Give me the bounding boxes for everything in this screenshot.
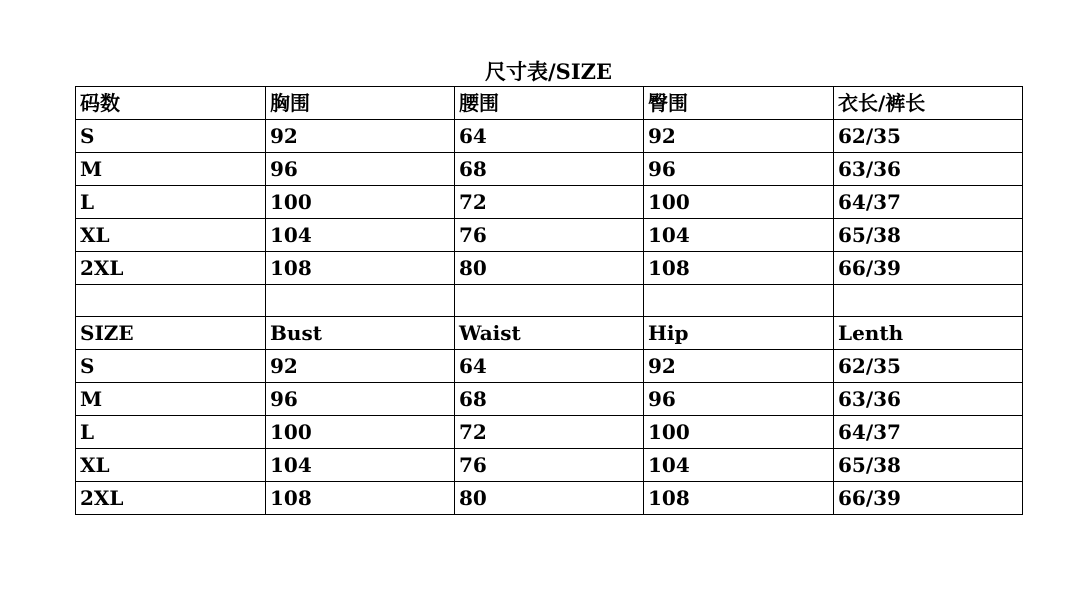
table-row: [76, 219, 1023, 252]
header-cell-waist: Waist: [455, 317, 644, 350]
header-cell-size: SIZE: [76, 317, 266, 350]
table-row: [76, 120, 1023, 153]
table-row: [76, 416, 1023, 449]
table-cell: L: [76, 186, 266, 219]
table-cell: 92: [644, 350, 834, 383]
empty-cell: [834, 285, 1023, 317]
table-cell: 63/36: [834, 383, 1023, 416]
table-cell: 76: [455, 449, 644, 482]
spacer-row: [76, 285, 1023, 317]
empty-cell: [76, 285, 266, 317]
header-cell-length: Lenth: [834, 317, 1023, 350]
table-row: [76, 383, 1023, 416]
header-cell-waist: 腰围: [455, 87, 644, 120]
table-row: [76, 153, 1023, 186]
table-cell: 100: [266, 186, 455, 219]
table-cell: 104: [644, 219, 834, 252]
table-cell: S: [76, 120, 266, 153]
table-cell: 104: [266, 449, 455, 482]
empty-cell: [266, 285, 455, 317]
table-cell: 64: [455, 120, 644, 153]
table-cell: L: [76, 416, 266, 449]
table-cell: 96: [644, 153, 834, 186]
table-cell: 108: [266, 252, 455, 285]
size-table: [75, 86, 1023, 515]
table-cell: 80: [455, 252, 644, 285]
table-cell: 63/36: [834, 153, 1023, 186]
table-cell: 92: [266, 120, 455, 153]
table-cell: 76: [455, 219, 644, 252]
table-cell: 68: [455, 153, 644, 186]
table-cell: 72: [455, 186, 644, 219]
table-cell: 100: [644, 416, 834, 449]
table-cell: 2XL: [76, 482, 266, 515]
empty-cell: [644, 285, 834, 317]
table-cell: 66/39: [834, 252, 1023, 285]
page-title: 尺寸表/SIZE: [485, 59, 612, 84]
table-cell: 96: [266, 153, 455, 186]
table-cell: 96: [644, 383, 834, 416]
header-cell-hip: 臀围: [644, 87, 834, 120]
table-cell: M: [76, 153, 266, 186]
table-cell: S: [76, 350, 266, 383]
table-cell: 65/38: [834, 219, 1023, 252]
table-cell: 104: [644, 449, 834, 482]
table-cell: 80: [455, 482, 644, 515]
table-row: [76, 449, 1023, 482]
table-cell: 96: [266, 383, 455, 416]
table-cell: 62/35: [834, 350, 1023, 383]
header-cell-bust: Bust: [266, 317, 455, 350]
table-row: [76, 252, 1023, 285]
table-cell: 100: [266, 416, 455, 449]
table-cell: 104: [266, 219, 455, 252]
table-cell: 68: [455, 383, 644, 416]
table-cell: 2XL: [76, 252, 266, 285]
table-cell: 100: [644, 186, 834, 219]
table-cell: 92: [266, 350, 455, 383]
table-header-row-english: [76, 317, 1023, 350]
table-cell: 72: [455, 416, 644, 449]
table-row: [76, 482, 1023, 515]
header-cell-length: 衣长/裤长: [834, 87, 1023, 120]
table-cell: XL: [76, 449, 266, 482]
table-cell: 64/37: [834, 186, 1023, 219]
table-cell: 64/37: [834, 416, 1023, 449]
table-row: [76, 350, 1023, 383]
table-cell: 92: [644, 120, 834, 153]
header-cell-hip: Hip: [644, 317, 834, 350]
table-cell: 108: [644, 482, 834, 515]
table-row: [76, 186, 1023, 219]
table-cell: 65/38: [834, 449, 1023, 482]
table-cell: 66/39: [834, 482, 1023, 515]
header-cell-bust: 胸围: [266, 87, 455, 120]
table-cell: 108: [266, 482, 455, 515]
table-cell: 64: [455, 350, 644, 383]
table-cell: 108: [644, 252, 834, 285]
table-cell: XL: [76, 219, 266, 252]
table-cell: M: [76, 383, 266, 416]
header-cell-size: 码数: [76, 87, 266, 120]
table-cell: 62/35: [834, 120, 1023, 153]
table-header-row-chinese: [76, 87, 1023, 120]
empty-cell: [455, 285, 644, 317]
